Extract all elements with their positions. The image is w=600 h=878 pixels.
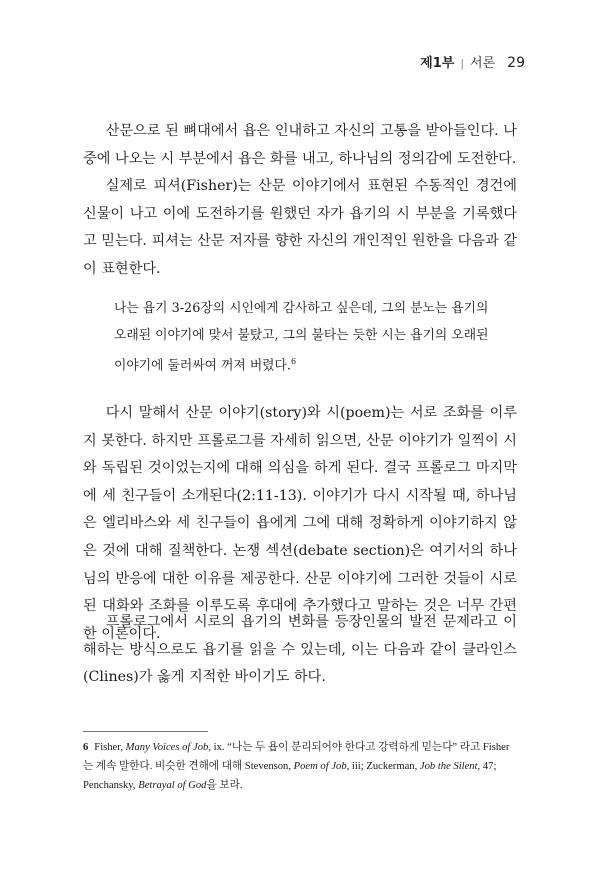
paragraph-3: 다시 말해서 산문 이야기(story)와 시(poem)는 서로 조화를 이루지 못한다. 하지만 프롤로그를 자세히 읽으면, 산문 이야기가 일찍이 시와 독립된 것이었는지에 대해 의심을 하게 된다. 결국 프롤로그 마지막에 세 친구들이 소개된다(2:11-13). 이야기가 다시 시작될 때, 하나님은 엘리바스와 세 친구들이 욥에게 그에 대해 정확하게 이야기하지 않은 것에 대해 질책한다. 논쟁 섹션(debate section)은 여기서의 하나님의 반응에 대한 이유를 제공한다. 산문 이야기에 그러한 것들이 시로 된 대화와 조화를 이루도록 후대에 추가했다고 말하는 것은 너무 간편한 이론이다.	[83, 405, 517, 642]
footnote-title-2: Poem of Job	[293, 761, 347, 772]
block-quote	[114, 296, 504, 380]
block-quote-text: 나는 욥기 3-26장의 시인에게 감사하고 싶은데, 그의 분노는 욥기의 오래된 이야기에 맞서 불탔고, 그의 불타는 듯한 시는 욥기의 오래된 이야기에 둘러싸여 꺼져 버렸다.	[114, 301, 489, 374]
footnote-title-4: Betrayal of God	[138, 780, 207, 791]
paragraph-2: 실제로 피셔(Fisher)는 산문 이야기에서 표현된 수동적인 경건에 신물이 나고 이에 도전하기를 원했던 자가 욥기의 시 부분을 기록했다고 믿는다. 피셔는 산문 저자를 향한 자신의 개인적인 원한을 다음과 같이 표현한다.	[83, 178, 517, 277]
paragraph-4: 프롤로그에서 시로의 욥기의 변화를 등장인물의 발전 문제라고 이해하는 방식으로도 욥기를 읽을 수 있는데, 이는 다음과 같이 클라인스(Clines)가 옳게 지적한 바이기도 하다.	[83, 614, 517, 686]
footnote-text-5: 을 보라.	[206, 780, 243, 791]
running-header	[420, 52, 525, 71]
footnote-divider	[83, 731, 208, 732]
header-part: 제1부	[420, 56, 455, 71]
paragraph-1: 산문으로 된 뼈대에서 욥은 인내하고 자신의 고통을 받아들인다. 나중에 나오는 시 부분에서 욥은 화를 내고, 하나님의 정의감에 도전한다.	[83, 123, 517, 167]
header-separator: |	[460, 57, 465, 70]
footnote-text-1: Fisher,	[94, 742, 126, 753]
footnote-text-3: , iii; Zuckerman,	[346, 761, 420, 772]
footnote	[83, 738, 517, 795]
page-number: 29	[507, 55, 525, 71]
footnote-reference: 6	[290, 357, 297, 366]
footnote-title-1: Many Voices of Job	[125, 742, 209, 753]
header-section: 서론	[470, 56, 496, 71]
footnote-text-4: 47; Penchansky,	[83, 761, 497, 791]
footnote-text-2: , ix. “나는 두 욥이 분리되어야 한다고 강력하게 믿는다” 라고 Fisher는 계속 말한다. 비슷한 견해에 대해 Stevenson,	[83, 742, 510, 772]
footnote-title-3: Job the Silent,	[419, 761, 481, 772]
footnote-number: 6	[83, 742, 89, 753]
